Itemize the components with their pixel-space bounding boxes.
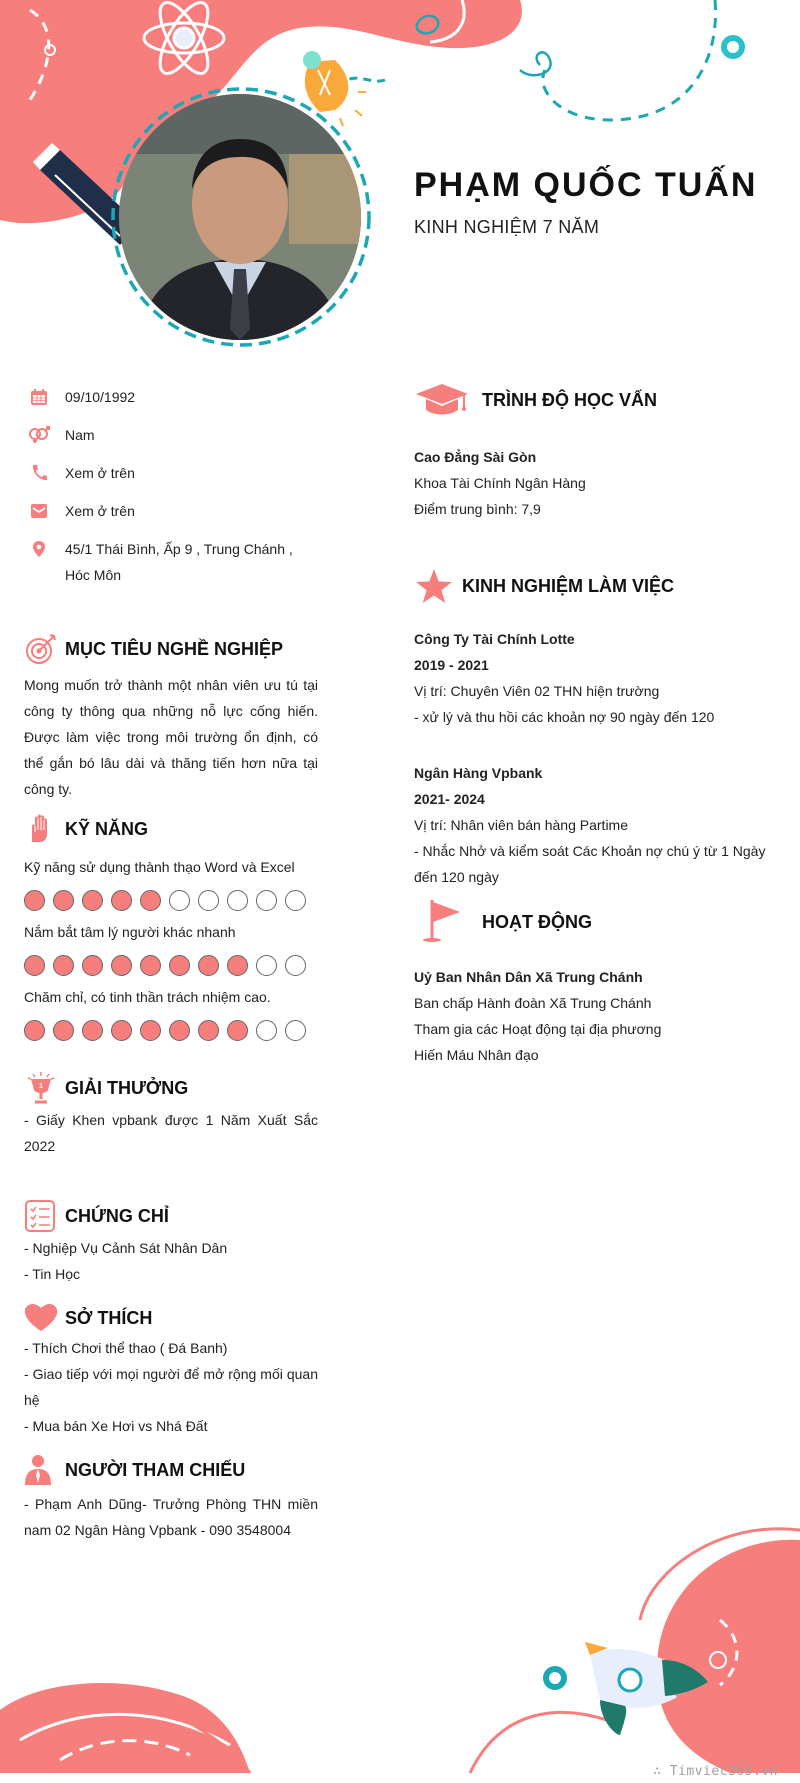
- person-icon: [24, 1453, 58, 1487]
- rating-dot-filled: [82, 1020, 103, 1041]
- rating-dot-filled: [140, 955, 161, 976]
- avatar-image: [119, 94, 361, 340]
- skills-title-row: [24, 812, 318, 846]
- reference-text: - Phạm Anh Dũng- Trưởng Phòng THN miền nam 02 Ngân Hàng Vpbank - 090 3548004: [24, 1496, 318, 1538]
- checklist-icon: [24, 1199, 58, 1233]
- left-column: [24, 384, 318, 1543]
- heart-icon: [24, 1301, 58, 1335]
- phone-row: [24, 460, 318, 486]
- certificates-title: CHỨNG CHỈ: [65, 1206, 169, 1226]
- rating-dot-empty: [256, 890, 277, 911]
- job-detail: - Nhắc Nhở và kiểm soát Các Khoản nợ chú ý từ 1 Ngày đến 120 ngày: [414, 843, 766, 885]
- rating-dot-filled: [198, 1020, 219, 1041]
- email-value: Xem ở trên: [65, 503, 135, 519]
- objective-title-row: [24, 632, 318, 666]
- award-item: - Giấy Khen vpbank được 1 Năm Xuất Sắc 2022: [24, 1112, 318, 1154]
- certificates-title-row: [24, 1199, 318, 1233]
- rating-dot-filled: [82, 890, 103, 911]
- skill-item: [24, 919, 318, 976]
- candidate-name: PHẠM QUỐC TUẤN: [414, 166, 758, 204]
- rating-dot-empty: [256, 955, 277, 976]
- skill-name: Chăm chỉ, có tinh thần trách nhiệm cao.: [24, 989, 271, 1005]
- flag-icon: [414, 898, 470, 942]
- activities-title: HOẠT ĐỘNG: [482, 912, 592, 932]
- work-title-row: [414, 566, 774, 606]
- rating-dot-filled: [140, 1020, 161, 1041]
- hobby-item: - Thích Chơi thể thao ( Đá Banh): [24, 1340, 228, 1356]
- hobbies-title: SỞ THÍCH: [65, 1308, 153, 1328]
- address-row: [24, 536, 318, 588]
- experience-years: KINH NGHIỆM 7 NĂM: [414, 217, 600, 237]
- rating-dot-filled: [53, 1020, 74, 1041]
- rating-dot-empty: [169, 890, 190, 911]
- rating-dot-filled: [24, 955, 45, 976]
- job-period: 2021- 2024: [414, 791, 485, 807]
- rating-dot-filled: [53, 955, 74, 976]
- awards-title: GIẢI THƯỞNG: [65, 1078, 189, 1098]
- rating-dot-filled: [111, 955, 132, 976]
- certificate-item: - Tin Học: [24, 1266, 81, 1282]
- calendar-icon: [30, 388, 48, 406]
- rating-dot-filled: [24, 890, 45, 911]
- job-detail: - xử lý và thu hồi các khoản nợ 90 ngày đến 120: [414, 709, 715, 725]
- skill-name: Kỹ năng sử dụng thành thạo Word và Excel: [24, 859, 295, 875]
- skill-rating: [24, 1020, 318, 1041]
- rating-dot-empty: [285, 955, 306, 976]
- job-company: Công Ty Tài Chính Lotte: [414, 631, 575, 647]
- education-school: Cao Đẳng Sài Gòn: [414, 449, 537, 465]
- rating-dot-empty: [285, 1020, 306, 1041]
- gender-row: [24, 422, 318, 448]
- target-icon: [24, 632, 58, 666]
- work-title: KINH NGHIỆM LÀM VIỆC: [462, 576, 675, 596]
- job-position: Vị trí: Chuyên Viên 02 THN hiện trường: [414, 683, 660, 699]
- footer-decoration: [0, 1510, 800, 1783]
- education-major: Khoa Tài Chính Ngân Hàng: [414, 475, 586, 491]
- svg-text:1: 1: [39, 1083, 43, 1090]
- raised-hand-icon: [24, 812, 58, 846]
- job-company: Ngân Hàng Vpbank: [414, 765, 543, 781]
- gender-value: Nam: [65, 427, 95, 443]
- job-entry: [414, 626, 774, 730]
- hobby-item: - Giao tiếp với mọi người để mở rộng mối quan hệ: [24, 1366, 318, 1408]
- rating-dot-filled: [111, 890, 132, 911]
- email-row: [24, 498, 318, 524]
- watermark: ∴ Timviec365.vn: [653, 1764, 778, 1779]
- gender-icon: [28, 426, 50, 444]
- awards-title-row: [24, 1071, 318, 1105]
- rating-dot-filled: [198, 955, 219, 976]
- education-title-row: [414, 380, 774, 420]
- certificate-item: - Nghiệp Vụ Cảnh Sát Nhân Dân: [24, 1240, 228, 1256]
- rating-dot-filled: [111, 1020, 132, 1041]
- rating-dot-filled: [227, 955, 248, 976]
- activity-org: Uỷ Ban Nhân Dân Xã Trung Chánh: [414, 969, 643, 985]
- phone-icon: [30, 464, 48, 482]
- skill-rating: [24, 955, 318, 976]
- rating-dot-filled: [227, 1020, 248, 1041]
- avatar: [119, 94, 361, 340]
- rating-dot-empty: [227, 890, 248, 911]
- email-icon: [30, 502, 48, 520]
- rating-dot-filled: [169, 955, 190, 976]
- trophy-icon: [24, 1071, 58, 1105]
- skill-name: Nắm bắt tâm lý người khác nhanh: [24, 924, 236, 940]
- references-title-row: [24, 1453, 318, 1487]
- education-gpa: Điểm trung bình: 7,9: [414, 501, 541, 517]
- rating-dot-filled: [140, 890, 161, 911]
- phone-value: Xem ở trên: [65, 465, 135, 481]
- activity-item: Tham gia các Hoạt động tại địa phương: [414, 1021, 662, 1037]
- hobbies-title-row: [24, 1301, 318, 1335]
- rating-dot-filled: [169, 1020, 190, 1041]
- rating-dot-empty: [256, 1020, 277, 1041]
- lightbulb-icon: [303, 51, 366, 126]
- skills-title: KỸ NĂNG: [65, 819, 149, 839]
- birthday-row: [24, 384, 318, 410]
- activity-item: Hiến Máu Nhân đạo: [414, 1047, 539, 1063]
- rating-dot-filled: [82, 955, 103, 976]
- birthday-value: 09/10/1992: [65, 389, 136, 405]
- objective-text: Mong muốn trở thành một nhân viên ưu tú tại công ty thông qua những nỗ lực cống hiến. Được làm việc trong môi trường ổn định, có thể gắn bó lâu dài và thăng tiến hơn nữa tại công ty.: [24, 677, 318, 797]
- rating-dot-empty: [198, 890, 219, 911]
- rating-dot-filled: [53, 890, 74, 911]
- objective-title: MỤC TIÊU NGHỀ NGHIỆP: [65, 639, 284, 659]
- job-entry: [414, 760, 774, 890]
- star-icon: [414, 566, 454, 606]
- graduation-cap-icon: [414, 380, 470, 420]
- hobby-item: - Mua bán Xe Hơi vs Nhá Đất: [24, 1418, 208, 1434]
- rating-dot-empty: [285, 890, 306, 911]
- rating-dot-filled: [24, 1020, 45, 1041]
- skill-item: [24, 984, 318, 1041]
- activities-title-row: [414, 902, 774, 942]
- skill-item: [24, 854, 318, 911]
- address-value: 45/1 Thái Bình, Ấp 9 , Trung Chánh , Hóc Môn: [65, 541, 293, 583]
- job-period: 2019 - 2021: [414, 657, 489, 673]
- skill-rating: [24, 890, 318, 911]
- education-title: TRÌNH ĐỘ HỌC VẤN: [482, 390, 657, 410]
- activity-item: Ban chấp Hành đoàn Xã Trung Chánh: [414, 995, 652, 1011]
- right-column: [414, 380, 774, 1068]
- job-position: Vị trí: Nhân viên bán hàng Partime: [414, 817, 629, 833]
- references-title: NGƯỜI THAM CHIẾU: [65, 1460, 246, 1480]
- location-pin-icon: [30, 540, 48, 558]
